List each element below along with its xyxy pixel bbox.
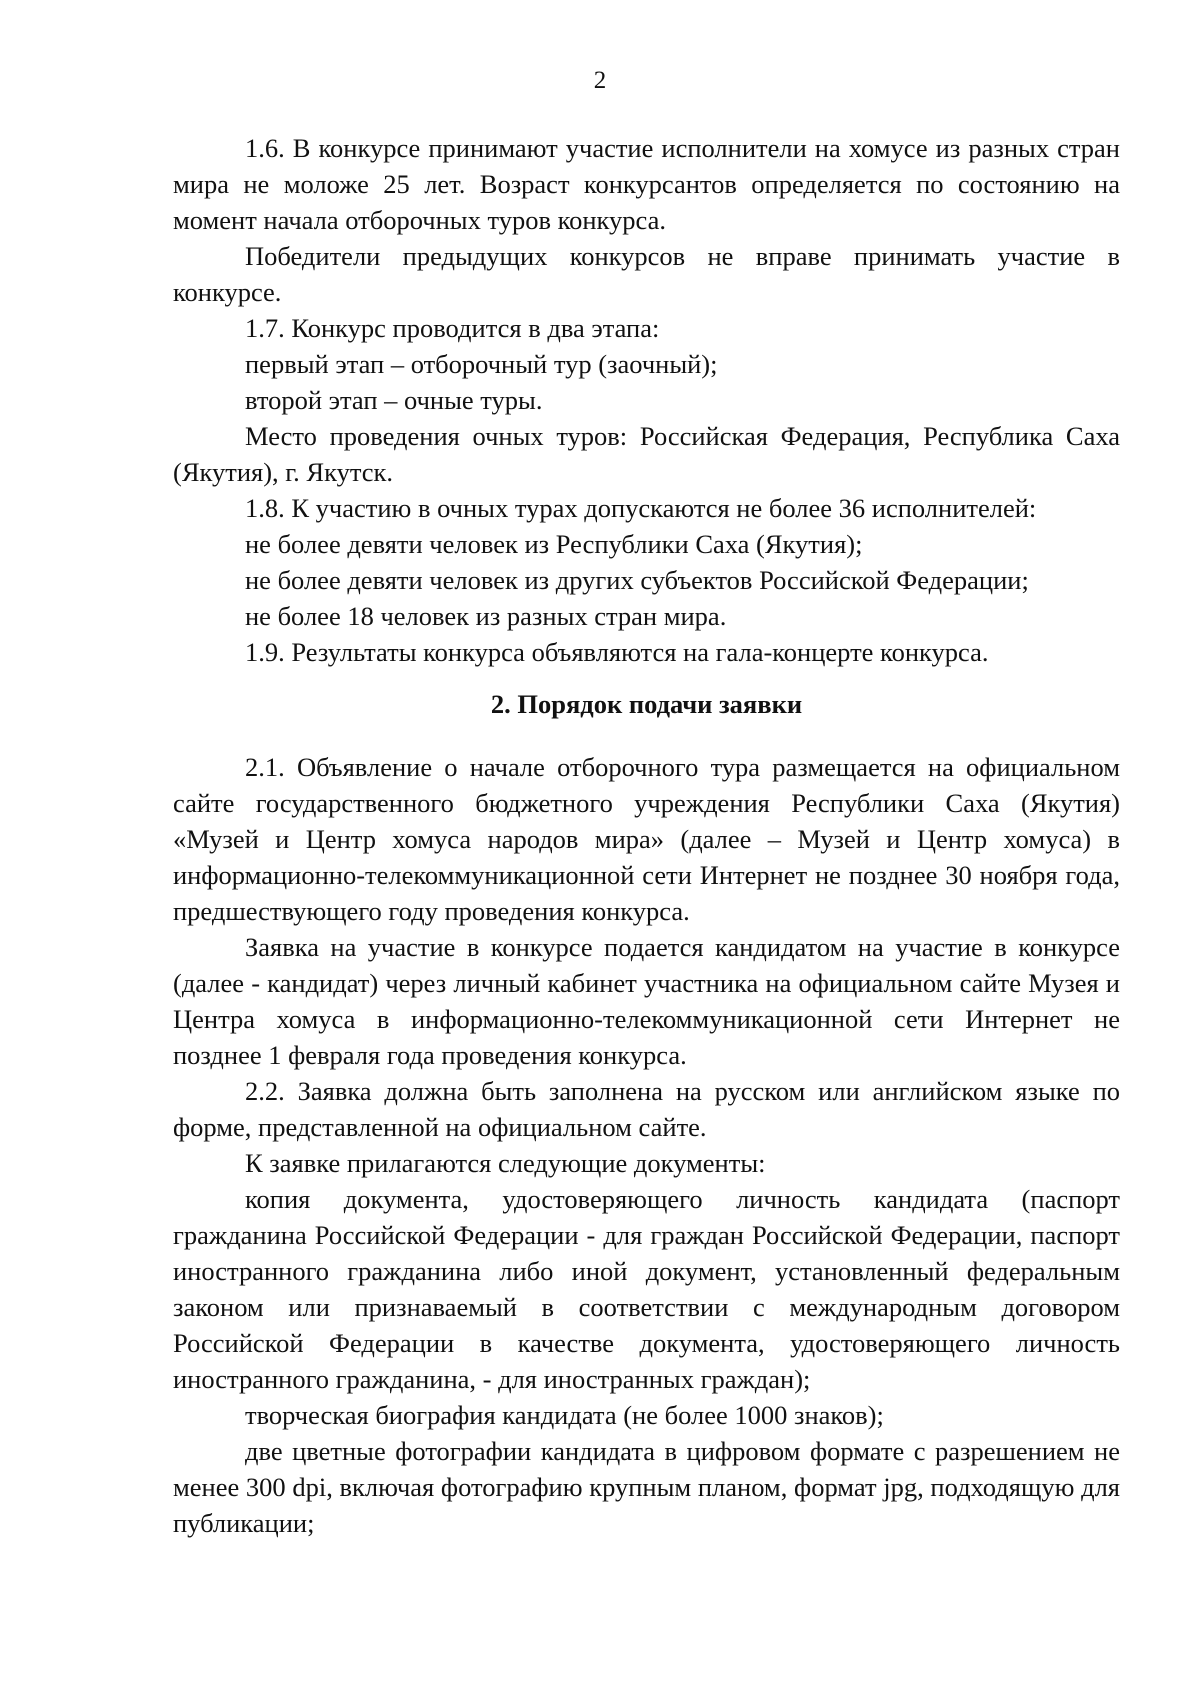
document-body [173, 130, 1120, 1541]
paragraph-id-copy: копия документа, удостоверяющего личность кандидата (паспорт гражданина Российской Федерации - для граждан Российской Федерации, паспорт иностранного гражданина либо иной документ, установленный федеральным законом или признаваемый в соответствии с международным договором Российской Федерации в качестве документа, удостоверяющего личность иностранного гражданина, - для иностранных граждан); [173, 1184, 1120, 1394]
page-number: 2 [593, 67, 607, 94]
paragraph-1-6: 1.6. В конкурсе принимают участие исполнители на хомусе из разных стран мира не моложе 25 лет. Возраст конкурсантов определяется по состоянию на момент начала отборочных туров конкурса. [173, 133, 1120, 235]
paragraph-2-2: 2.2. Заявка должна быть заполнена на русском или английском языке по форме, представленной на официальном сайте. [173, 1076, 1120, 1142]
paragraph-stage-one: первый этап – отборочный тур (заочный); [245, 349, 718, 379]
paragraph-1-7: 1.7. Конкурс проводится в два этапа: [245, 313, 660, 343]
paragraph-winners: Победители предыдущих конкурсов не вправе принимать участие в конкурсе. [173, 241, 1120, 307]
paragraph-biography: творческая биография кандидата (не более 1000 знаков); [245, 1400, 884, 1430]
paragraph-attachments: К заявке прилагаются следующие документы: [245, 1148, 766, 1178]
paragraph-venue: Место проведения очных туров: Российская Федерация, Республика Саха (Якутия), г. Якутск. [173, 421, 1120, 487]
paragraph-quota-world: не более 18 человек из разных стран мира. [245, 601, 727, 631]
section-heading-2: 2. Порядок подачи заявки [490, 689, 803, 719]
paragraph-application: Заявка на участие в конкурсе подается кандидатом на участие в конкурсе (далее - кандидат) через личный кабинет участника на официальном сайте Музея и Центра хомуса в информационно-телекоммуникационной сети Интернет не позднее 1 февраля года проведения конкурса. [173, 932, 1120, 1070]
paragraph-1-8: 1.8. К участию в очных турах допускаются не более 36 исполнителей: [245, 493, 1037, 523]
paragraph-stage-two: второй этап – очные туры. [245, 385, 543, 415]
paragraph-1-9: 1.9. Результаты конкурса объявляются на гала-концерте конкурса. [245, 637, 989, 667]
paragraph-2-1: 2.1. Объявление о начале отборочного тура размещается на официальном сайте государственного бюджетного учреждения Республики Саха (Якутия) «Музей и Центр хомуса народов мира» (далее – Музей и Центр хомуса) в информационно-телекоммуникационной сети Интернет не позднее 30 ноября года, предшествующего году проведения конкурса. [173, 752, 1120, 926]
paragraph-photos: две цветные фотографии кандидата в цифровом формате с разрешением не менее 300 dpi, включая фотографию крупным планом, формат jpg, подходящую для публикации; [173, 1436, 1120, 1538]
paragraph-quota-yakutia: не более девяти человек из Республики Саха (Якутия); [245, 529, 863, 559]
paragraph-quota-russia: не более девяти человек из других субъектов Российской Федерации; [245, 565, 1029, 595]
